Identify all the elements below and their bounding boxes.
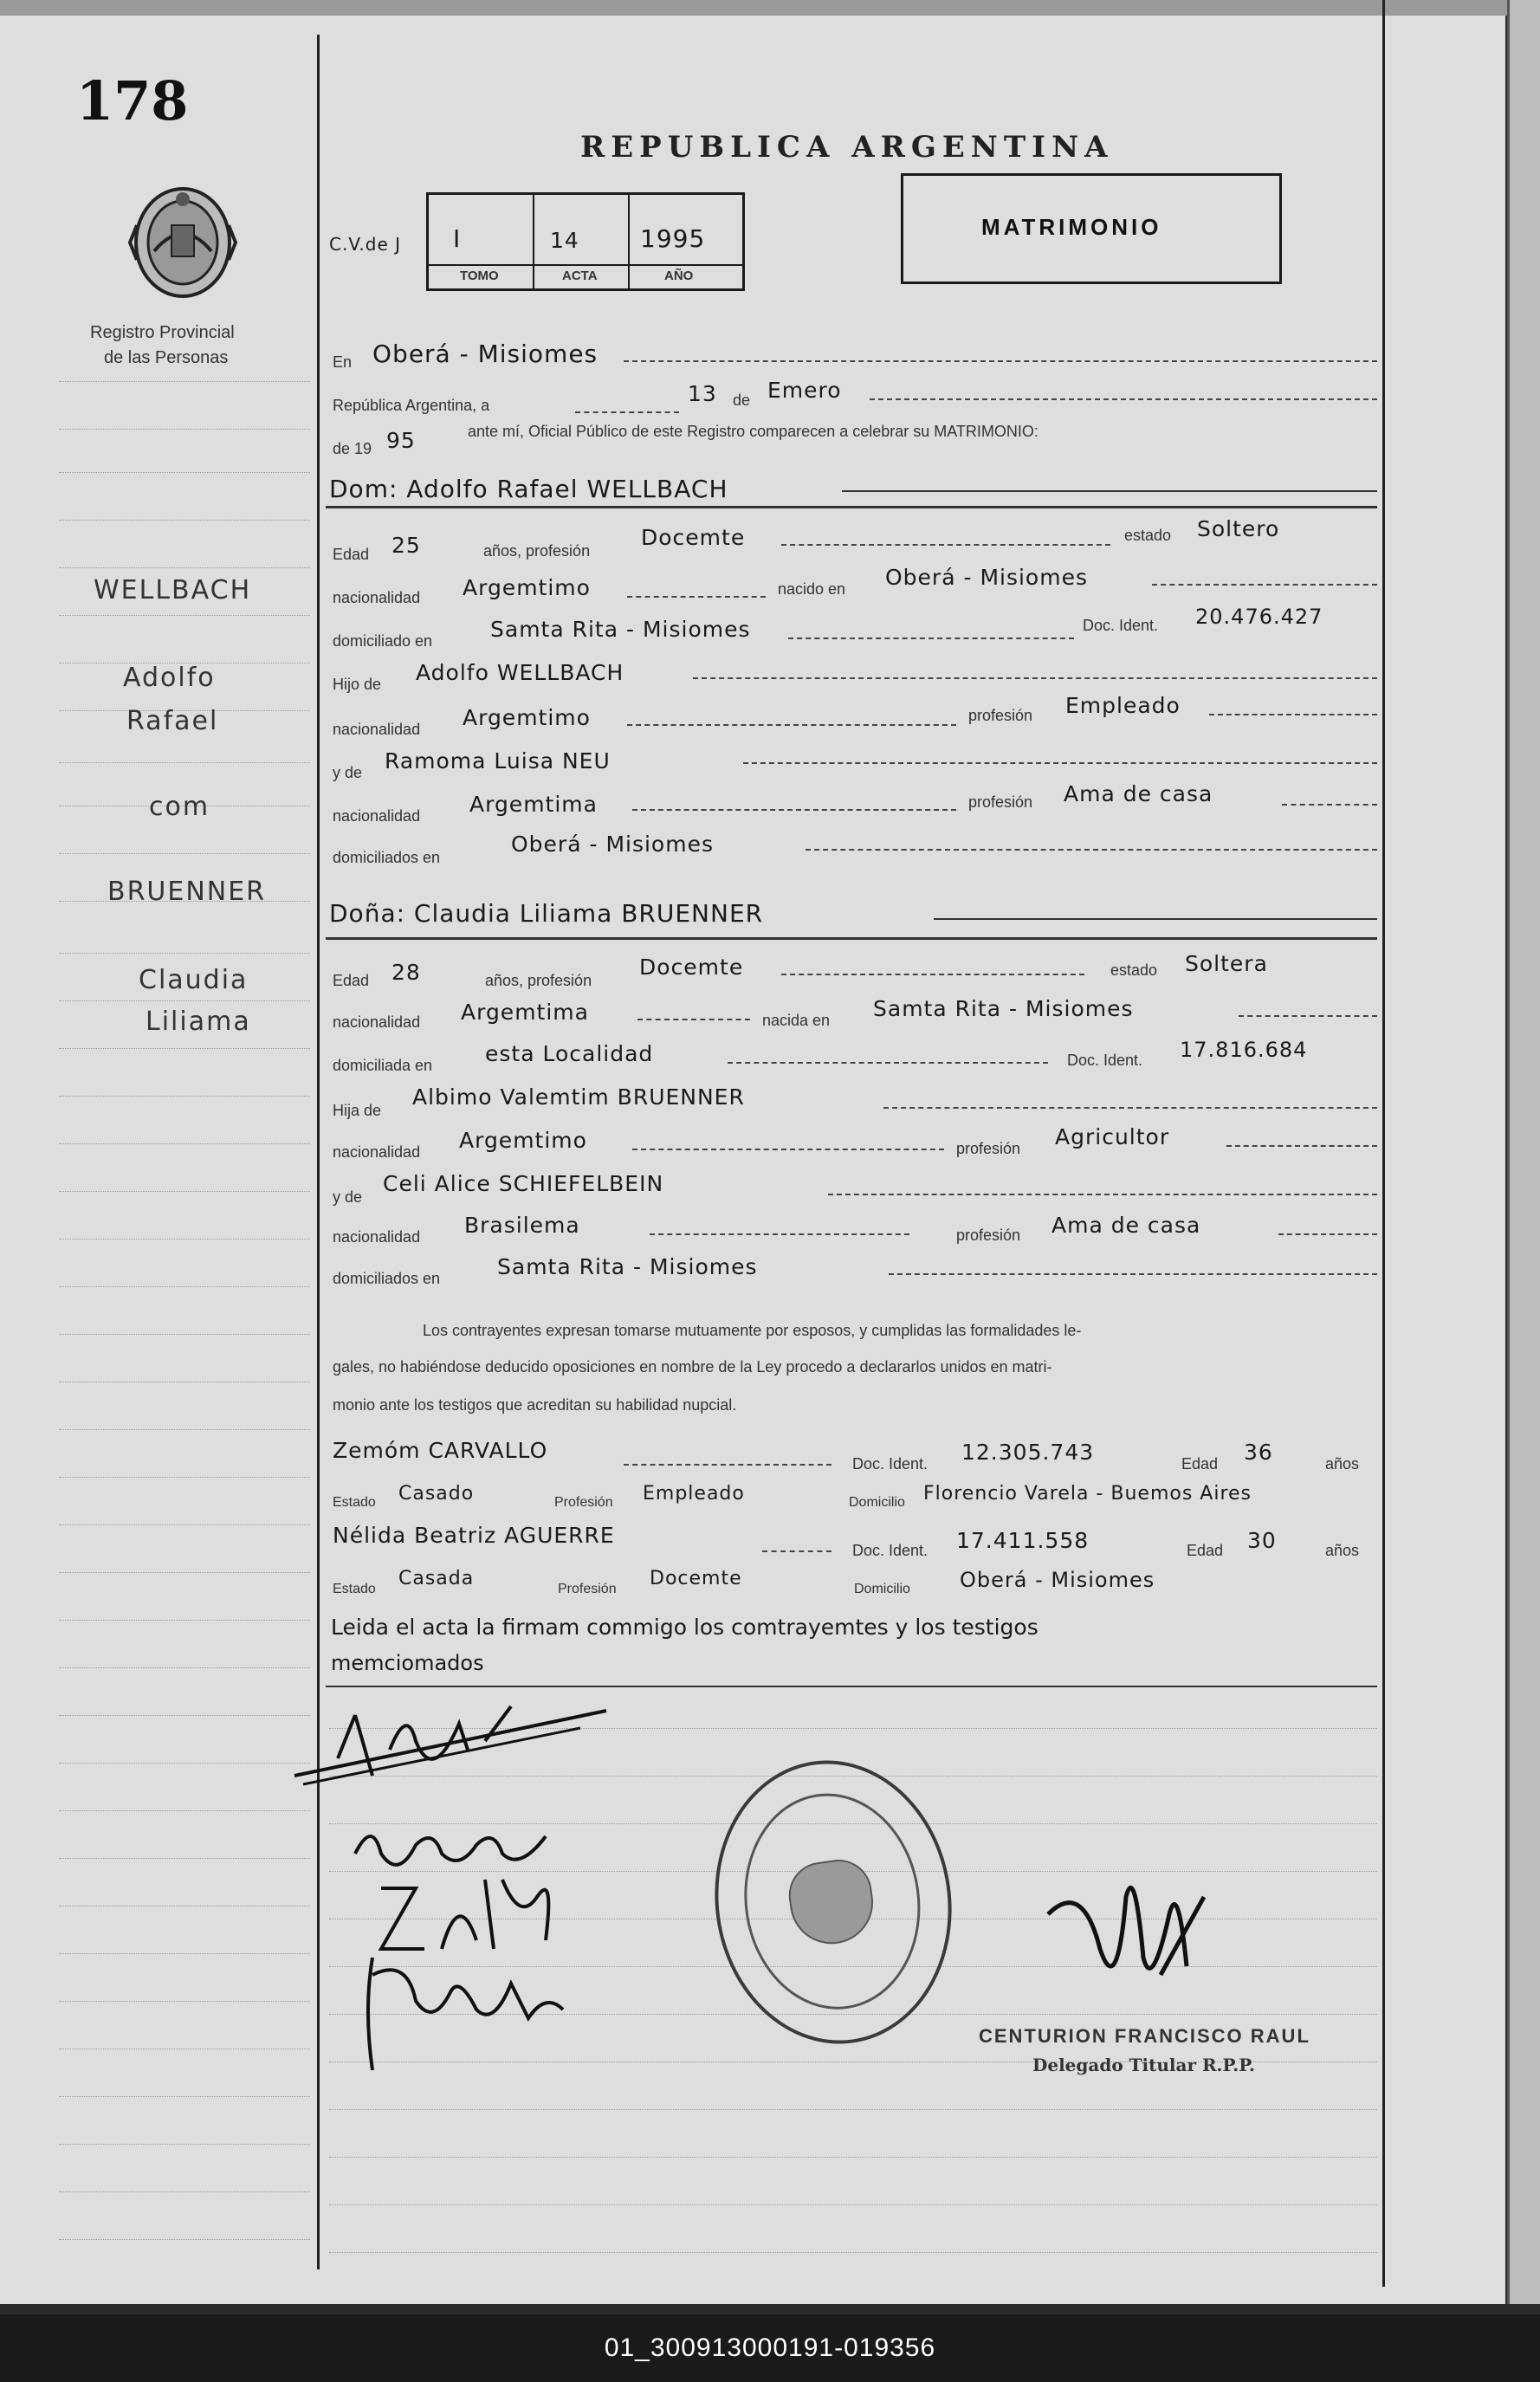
ano-label: AÑO <box>664 269 694 283</box>
sidebar-surname-bride: BRUENNER <box>107 877 267 907</box>
right-margin-rule <box>1382 0 1385 2287</box>
day-line <box>575 411 679 413</box>
bride-madre-line <box>828 1194 1377 1195</box>
intro-day: 13 <box>688 381 717 406</box>
groom-madre-prof: Ama de casa <box>1064 781 1213 806</box>
tomo-value: I <box>453 224 462 253</box>
groom-padre-line <box>693 677 1377 679</box>
witness2-doc: 17.411.558 <box>956 1528 1090 1553</box>
groom-padres-dom-line <box>806 849 1377 851</box>
witness2-prof-label: Profesión <box>558 1582 617 1596</box>
witness1-domicilio: Florencio Varela - Buemos Aires <box>923 1483 1252 1505</box>
groom-nacido-line <box>1152 584 1377 586</box>
bride-padres-dom-line <box>889 1273 1377 1275</box>
groom-profesion: Docemte <box>641 525 746 550</box>
groom-madre-prof-line <box>1282 804 1377 806</box>
sidebar-given-name-2: Rafael <box>126 706 219 736</box>
groom-nacido-en: Oberá - Misiomes <box>885 565 1088 590</box>
bride-nac-label: nacionalidad <box>333 1013 421 1031</box>
witness2-edad-label: Edad <box>1187 1542 1224 1559</box>
bride-domicilio-line <box>728 1062 1048 1064</box>
groom-nacionalidad: Argemtimo <box>463 575 591 600</box>
groom-edad: 25 <box>391 533 421 558</box>
groom-madre-line <box>743 762 1377 764</box>
bride-doc-label: Doc. Ident. <box>1067 1052 1143 1069</box>
top-edge <box>0 0 1540 16</box>
bride-padres-dom: Samta Rita - Misiomes <box>497 1254 758 1279</box>
groom-doc-label: Doc. Ident. <box>1083 617 1159 634</box>
groom-padre-nac-line <box>627 724 956 726</box>
declaration-line-3: monio ante los testigos que acreditan su habilidad nupcial. <box>333 1396 737 1414</box>
month-line <box>870 398 1377 400</box>
witness1-doc: 12.305.743 <box>961 1440 1095 1465</box>
bride-title: Doña: Claudia Liliama BRUENNER <box>329 899 764 928</box>
coat-of-arms-emblem <box>128 182 237 303</box>
bride-nacionalidad-line <box>637 1019 750 1020</box>
witness1-name: Zemóm CARVALLO <box>333 1438 548 1463</box>
closing-line-2: memciomados <box>331 1651 484 1675</box>
bride-dom-label: domiciliada en <box>333 1057 433 1074</box>
signature-crossed-out <box>286 1689 615 1802</box>
footer-bar <box>0 2314 1540 2382</box>
groom-edad-label: Edad <box>333 546 370 563</box>
bride-prof2-label: profesión <box>956 1140 1021 1157</box>
bride-madre-prof-line <box>1278 1233 1377 1235</box>
groom-madre: Ramoma Luisa NEU <box>385 748 611 774</box>
groom-doms-label: domiciliados en <box>333 849 441 866</box>
witness2-edad: 30 <box>1247 1528 1277 1553</box>
witness1-profesion: Empleado <box>643 1483 745 1505</box>
groom-title-line <box>842 490 1377 492</box>
groom-title: Dom: Adolfo Rafael WELLBACH <box>329 475 728 503</box>
bride-profesion-line <box>781 974 1084 975</box>
sidebar-given-name-3: Claudia <box>139 965 249 995</box>
bride-nac3-label: nacionalidad <box>333 1228 421 1246</box>
act-type-label: MATRIMONIO <box>981 214 1162 240</box>
declaration-line-2: gales, no habiéndose deducido oposiciones en nombre de la Ley procedo a declararlos unidos en matri- <box>333 1358 1052 1375</box>
ante-text: ante mí, Oficial Público de este Registro comparecen a celebrar su MATRIMONIO: <box>468 423 1039 440</box>
groom-padre-prof: Empleado <box>1065 693 1181 718</box>
witness2-estado-label: Estado <box>333 1582 376 1596</box>
country-title: REPUBLICA ARGENTINA <box>580 130 1114 165</box>
bride-padre-nac: Argemtimo <box>459 1128 587 1153</box>
witness1-anos-label: años <box>1325 1455 1360 1473</box>
bride-madre-nac: Brasilema <box>464 1213 580 1238</box>
groom-prof3-label: profesión <box>968 793 1033 811</box>
bride-nacionalidad: Argemtima <box>461 1000 589 1025</box>
witness1-edad-label: Edad <box>1181 1455 1219 1473</box>
witness2-dom-label: Domicilio <box>854 1582 910 1596</box>
tomo-acta-ano-box <box>426 192 745 291</box>
republica-label: República Argentina, a <box>333 397 490 414</box>
witness2-name: Nélida Beatriz AGUERRE <box>333 1523 615 1548</box>
bride-edad-label: Edad <box>333 972 370 989</box>
sidebar-given-name-4: Liliama <box>146 1007 251 1037</box>
witness2-name-line <box>762 1550 831 1552</box>
bride-title-line <box>934 918 1377 920</box>
intro-place: Oberá - Misiomes <box>372 340 599 368</box>
groom-section-rule <box>326 506 1377 508</box>
groom-nac3-label: nacionalidad <box>333 807 421 825</box>
witness1-edad: 36 <box>1244 1440 1273 1465</box>
closing-line-1: Leida el acta la firmam commigo los comtrayemtes y los testigos <box>331 1615 1039 1640</box>
groom-nac-label: nacionalidad <box>333 589 421 606</box>
de-label: de <box>733 392 751 409</box>
bride-hija-label: Hija de <box>333 1102 382 1119</box>
page-edge <box>1507 0 1540 2304</box>
sidebar-given-name-1: Adolfo <box>123 663 216 693</box>
sidebar-surname-groom: WELLBACH <box>94 575 252 605</box>
bride-estado-label: estado <box>1110 961 1158 979</box>
witness2-domicilio: Oberá - Misiomes <box>960 1568 1155 1592</box>
page-number: 178 <box>76 69 189 133</box>
groom-hijo-label: Hijo de <box>333 676 382 693</box>
bride-nacida-en: Samta Rita - Misiomes <box>873 996 1134 1021</box>
witness1-dom-label: Domicilio <box>849 1495 905 1510</box>
groom-yde-label: y de <box>333 764 363 781</box>
bride-nac2-label: nacionalidad <box>333 1143 421 1161</box>
bride-doms-label: domiciliados en <box>333 1270 441 1287</box>
witness2-estado: Casada <box>398 1568 475 1589</box>
signature-official <box>1031 1845 1221 2018</box>
bride-padre-prof-line <box>1226 1145 1377 1147</box>
bride-padre-prof: Agricultor <box>1055 1124 1170 1149</box>
bride-prof3-label: profesión <box>956 1227 1021 1244</box>
groom-prof2-label: profesión <box>968 707 1033 724</box>
witness1-name-line <box>624 1464 831 1466</box>
bride-estado: Soltera <box>1185 951 1268 976</box>
bride-profesion: Docemte <box>639 955 744 980</box>
groom-padres-dom: Oberá - Misiomes <box>511 832 714 857</box>
groom-padre-prof-line <box>1209 714 1377 715</box>
act-type-box <box>901 173 1282 284</box>
registry-line-1: Registro Provincial <box>90 323 235 342</box>
bride-anos-prof-label: años, profesión <box>485 972 592 989</box>
bride-padre-nac-line <box>632 1149 944 1150</box>
witness1-prof-label: Profesión <box>554 1495 613 1510</box>
witness1-doc-label: Doc. Ident. <box>852 1455 929 1473</box>
reference-prefix: C.V.de J <box>329 234 402 255</box>
witness2-doc-label: Doc. Ident. <box>852 1542 929 1559</box>
groom-nac2-label: nacionalidad <box>333 721 421 738</box>
officer-title: Delegado Titular R.P.P. <box>1032 2055 1255 2075</box>
acta-label: ACTA <box>562 269 598 283</box>
bride-section-rule <box>326 937 1377 940</box>
intro-year-suffix: 95 <box>386 428 416 453</box>
bride-doc: 17.816.684 <box>1180 1038 1308 1062</box>
footer-image-id: 01_300913000191-019356 <box>604 2333 936 2362</box>
witness1-estado-label: Estado <box>333 1495 376 1510</box>
groom-anos-prof-label: años, profesión <box>483 542 591 560</box>
bride-madre: Celi Alice SCHIEFELBEIN <box>383 1171 664 1196</box>
bride-yde-label: y de <box>333 1188 363 1206</box>
registry-line-2: de las Personas <box>104 348 229 367</box>
groom-doc: 20.476.427 <box>1195 605 1323 629</box>
groom-nacionalidad-line <box>627 596 766 598</box>
tomo-label: TOMO <box>460 269 499 283</box>
groom-padre: Adolfo WELLBACH <box>416 660 624 685</box>
groom-profesion-line <box>781 544 1110 546</box>
sidebar-connector: com <box>149 792 210 822</box>
bride-domicilio: esta Localidad <box>485 1041 654 1066</box>
declaration-line-1: Los contrayentes expresan tomarse mutuamente por esposos, y cumplidas las formalidades le- <box>423 1322 1082 1339</box>
witness2-anos-label: años <box>1325 1542 1360 1559</box>
groom-madre-nac-line <box>632 809 956 811</box>
left-margin-rule <box>317 35 320 2269</box>
groom-dom-label: domiciliado en <box>333 632 433 650</box>
bride-nacida-label: nacida en <box>762 1012 831 1029</box>
groom-padre-nac: Argemtimo <box>463 705 591 730</box>
groom-nacido-label: nacido en <box>778 580 846 598</box>
bride-nacida-line <box>1239 1015 1377 1017</box>
bride-madre-nac-line <box>650 1233 909 1235</box>
acta-value: 14 <box>550 228 579 253</box>
witness1-estado: Casado <box>398 1483 475 1505</box>
closing-rule <box>326 1686 1377 1687</box>
bride-edad: 28 <box>391 960 421 985</box>
groom-madre-nac: Argemtima <box>469 792 598 817</box>
signature-witness <box>355 1940 580 2079</box>
groom-domicilio: Samta Rita - Misiomes <box>490 617 751 642</box>
intro-place-line <box>624 360 1377 362</box>
bride-padre-line <box>883 1107 1377 1109</box>
officer-name: CENTURION FRANCISCO RAUL <box>979 2025 1310 2047</box>
bride-padre: Albimo Valemtim BRUENNER <box>412 1084 745 1110</box>
de-year-label: de 19 <box>333 440 372 457</box>
ano-value: 1995 <box>640 224 706 253</box>
intro-month: Emero <box>767 378 842 403</box>
groom-domicilio-line <box>788 638 1074 639</box>
groom-estado: Soltero <box>1197 516 1280 541</box>
groom-estado-label: estado <box>1124 527 1172 544</box>
witness2-profesion: Docemte <box>650 1568 742 1589</box>
en-label: En <box>333 353 353 371</box>
bride-madre-prof: Ama de casa <box>1051 1213 1201 1238</box>
